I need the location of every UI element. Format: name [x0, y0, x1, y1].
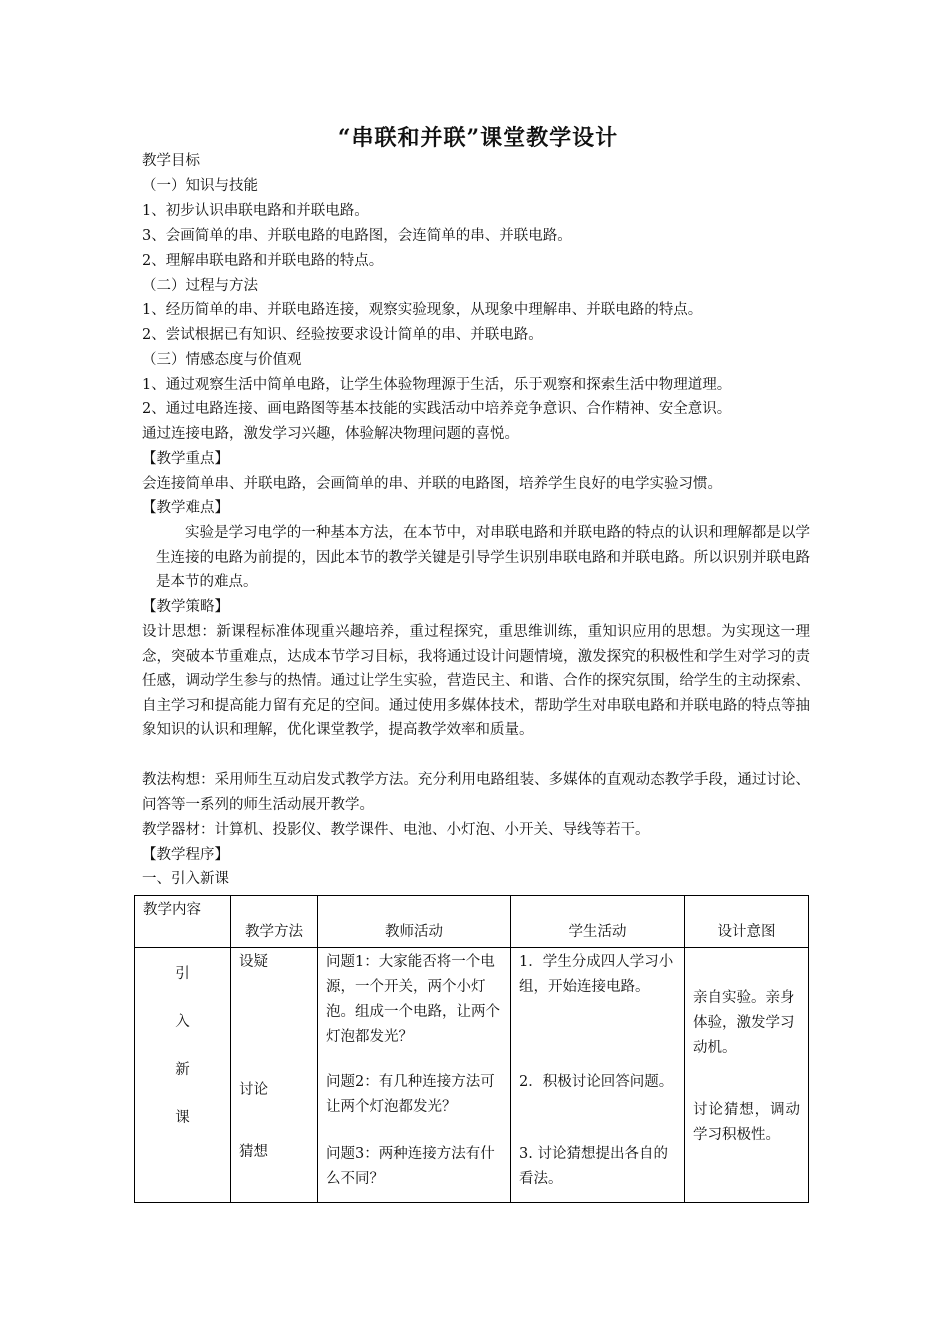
equipment-line: 教学器材：计算机、投影仪、教学课件、电池、小灯泡、小开关、导线等若干。	[142, 822, 650, 838]
student-item: 2．积极讨论回答问题。	[519, 1074, 674, 1090]
knowledge-item-2: 3、会画简单的串、并联电路的电路图，会连简单的串、并联电路。	[142, 228, 572, 244]
procedure-heading: 【教学程序】	[142, 847, 229, 863]
key-points-heading: 【教学重点】	[142, 451, 229, 467]
teacher-item: 问题2：有几种连接方法可让两个灯泡都发光？	[326, 1074, 495, 1115]
key-points-body: 会连接简单串、并联电路，会画简单的串、并联的电路图，培养学生良好的电学实验习惯。	[142, 476, 722, 492]
attitude-item-1: 1、通过观察生活中简单电路，让学生体验物理源于生活，乐于观察和探索生活中物理道理。	[142, 377, 732, 393]
method-body: 教法构想：采用师生互动启发式教学方法。充分利用电路组装、多媒体的直观动态教学手段，通过讨论、问答等一系列的师生活动展开教学。	[142, 772, 810, 813]
document-title: “串联和并联”课堂教学设计	[337, 125, 619, 151]
difficulty-heading: 【教学难点】	[142, 500, 229, 516]
table-row	[135, 948, 809, 1203]
objectives-heading: 教学目标	[142, 153, 200, 169]
teacher-item: 问题3：两种连接方法有什么不同？	[326, 1146, 495, 1187]
knowledge-item-1: 1、初步认识串联电路和并联电路。	[142, 203, 369, 219]
section-char: 新	[175, 1062, 190, 1078]
table-header-row	[135, 896, 809, 948]
section-1-heading: 一、引入新课	[142, 871, 229, 887]
student-cell	[511, 948, 685, 1203]
header-content: 教学内容	[135, 896, 231, 948]
teacher-cell	[318, 948, 511, 1203]
attitude-heading: （三）情感态度与价值观	[142, 352, 302, 368]
intent-cell	[685, 948, 809, 1203]
header-intent: 设计意图	[685, 896, 809, 948]
method-item: 猜想	[239, 1144, 268, 1160]
section-char: 引	[175, 966, 190, 982]
knowledge-heading: （一）知识与技能	[142, 178, 258, 194]
student-item: 3. 讨论猜想提出各自的看法。	[519, 1146, 668, 1187]
intent-item: 讨论猜想，调动学习积极性。	[693, 1102, 800, 1143]
knowledge-item-3: 2、理解串联电路和并联电路的特点。	[142, 253, 384, 269]
method-item: 设疑	[239, 954, 268, 970]
process-heading: （二）过程与方法	[142, 278, 258, 294]
header-student: 学生活动	[511, 896, 685, 948]
attitude-item-2: 2、通过电路连接、画电路图等基本技能的实践活动中培养竞争意识、合作精神、安全意识。	[142, 401, 732, 417]
section-label-cell	[135, 948, 231, 1203]
attitude-item-3: 通过连接电路，激发学习兴趣，体验解决物理问题的喜悦。	[142, 426, 519, 442]
method-cell	[231, 948, 318, 1203]
teacher-item: 问题1：大家能否将一个电源，一个开关，两个小灯泡。组成一个电路，让两个灯泡都发光？	[326, 954, 500, 1045]
intent-item: 亲自实验。亲身体验，激发学习动机。	[693, 990, 795, 1056]
header-teacher: 教师活动	[318, 896, 511, 948]
lesson-plan-table	[134, 895, 809, 1203]
method-item: 讨论	[239, 1082, 268, 1098]
strategy-heading: 【教学策略】	[142, 599, 229, 615]
process-item-1: 1、经历简单的串、并联电路连接，观察实验现象，从现象中理解串、并联电路的特点。	[142, 302, 703, 318]
difficulty-body: 实验是学习电学的一种基本方法，在本节中，对串联电路和并联电路的特点的认识和理解都是以学生连接的电路为前提的，因此本节的教学关键是引导学生识别串联电路和并联电路。所以识别并联电路是本节的难点。	[156, 525, 810, 591]
process-item-2: 2、尝试根据已有知识、经验按要求设计简单的串、并联电路。	[142, 327, 543, 343]
student-item: 1．学生分成四人学习小组，开始连接电路。	[519, 954, 674, 995]
section-char: 课	[175, 1110, 190, 1126]
section-char: 入	[175, 1014, 190, 1030]
header-method: 教学方法	[231, 896, 318, 948]
strategy-body: 设计思想：新课程标准体现重兴趣培养，重过程探究，重思维训练，重知识应用的思想。为实现这一理念，突破本节重难点，达成本节学习目标，我将通过设计问题情境，激发探究的积极性和学生对学习的责任感，调动学生参与的热情。通过让学生实验，营造民主、和谐、合作的探究氛围，给学生的主动探索、自主学习和提高能力留有充足的空间。通过使用多媒体技术，帮助学生对串联电路和并联电路的特点等抽象知识的认识和理解，优化课堂教学，提高教学效率和质量。	[142, 624, 810, 739]
